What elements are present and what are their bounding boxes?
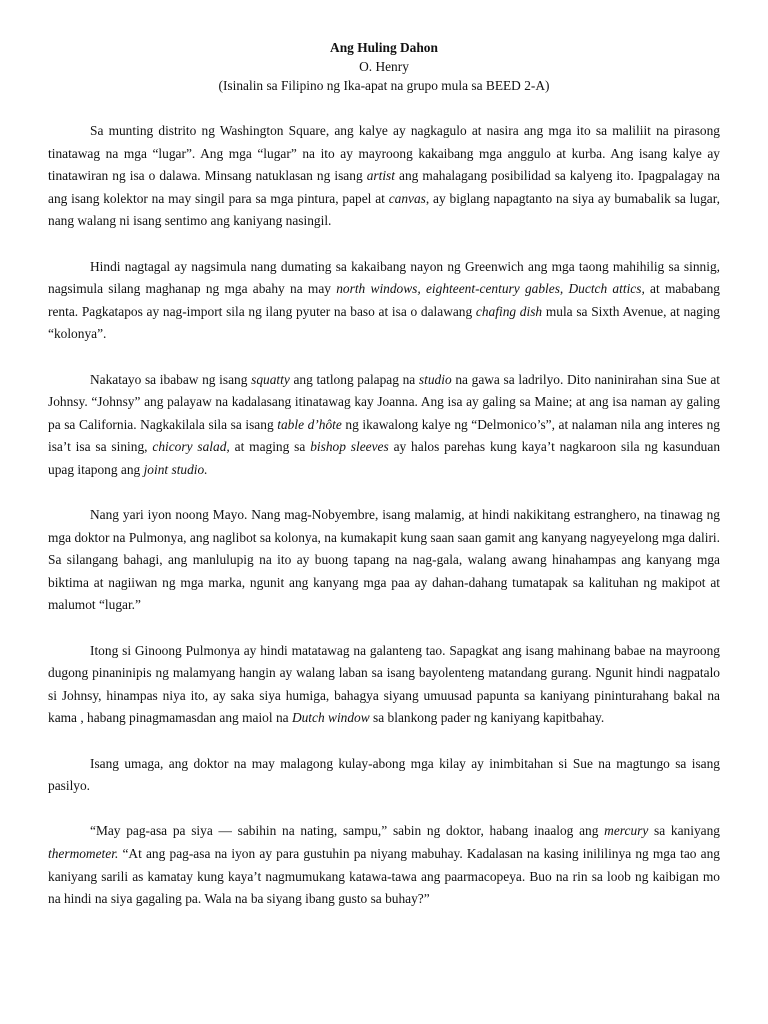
italic-text: mercury [604, 823, 649, 839]
text-run: na gawa sa ladrilyo. Dito naninirahan sina Sue at Johnsy. “Johnsy” ang palayaw na kadalasang itinatawag kay Joanna. Ang isa ay galing sa Maine; at ang isa naman ay galing pa sa California. Nagkakilala sila sa isang [48, 371, 720, 432]
story-paragraph [48, 820, 720, 910]
story-author: O. Henry [359, 59, 409, 74]
text-run: “May pag-asa pa siya — sabihin na nating, sampu,” sabin ng doktor, habang inaalog ang [90, 823, 605, 839]
story-paragraph [48, 256, 720, 346]
text-run: Sa munting distrito ng Washington Square, ang kalye ay nagkagulo at nasira ang mga ito sa maliliit na pirasong tinatawag na mga “lugar”. Ang mga “lugar” na ito ay mayroong kakaibang mga anggulo at kurba. Ang isang kalye ay tinatawiran ng isa o dalawa. Minsang natuklasan ng isang [48, 123, 720, 184]
text-run: “At ang pag-asa na iyon ay para gustuhin pa niyang mabuhay. Kadalasan na kasing inililinya ng mga tao ang kaniyang sarili as kamatay kung kaya’t nagmumukang katawa-tawa ang paarmacopeya. Buo na rin sa loob ng kaibigan mo na hindi na siya gagaling pa. Wala na ba siyang ibang gusto sa buhay?” [48, 846, 720, 907]
translation-note: (Isinalin sa Filipino ng Ika-apat na grupo mula sa BEED 2-A) [218, 78, 550, 93]
text-run: at maging sa [229, 439, 311, 455]
story-paragraph [48, 640, 720, 730]
text-run: Nang yari iyon noong Mayo. Nang mag-Nobyembre, isang malamig, at hindi nakikitang estranghero, na tinawag ng mga doktor na Pulmonya, ang naglibot sa kolonya, na kumakapit kung saan saan gamit ang kanyang nagyeyelong mga daliri. Sa silangang bahagi, ang manlulupig na ito ay buong tapang na nag-gala, walang awang hinahampas ang kanyang mga biktima at nagiiwan ng mga marka, ngunit ang kanyang mga paa ay dahan-dahang tumatapak sa kalituhan ng makipot at malumot “lugar.” [48, 507, 720, 613]
italic-text: Dutch window [291, 710, 370, 726]
italic-text: thermometer. [48, 846, 119, 861]
text-run: ang tatlong palapag na [289, 371, 419, 387]
text-run: ng ikawalong kalye ng “Delmonico’s”, at nalaman nila ang interes ng isa’t isa sa sining, [48, 416, 720, 455]
story-title: Ang Huling Dahon [330, 40, 438, 55]
text-run: sa kaniyang [648, 823, 720, 839]
story-paragraph [48, 753, 720, 798]
text-run: Itong si Ginoong Pulmonya ay hindi matatawag na galanteng tao. Sapagkat ang isang mahinang babae na mayroong dugong pinaninipis ng malamyang hangin ay walang laban sa isang bayolenteng matandang gurang. Ngunit hindi nagpatalo si Johnsy, hinampas niya ito, ay saka siya humiga, bahagya siyang umuusad papunta sa kaniyang pininturahang bakal na kama , habang pinagmamasdan ang maiol na [48, 642, 720, 726]
text-run: sa blankong pader ng kaniyang kapitbahay. [369, 710, 605, 726]
story-paragraph [48, 504, 720, 617]
italic-text: squatty [251, 371, 290, 387]
italic-text: north windows, eighteent-century gables, Ductch attics, [336, 281, 645, 297]
document-header [48, 38, 720, 95]
italic-text: artist [366, 168, 395, 184]
text-run: Nakatayo sa ibabaw ng isang [90, 371, 252, 387]
text-run: Isang umaga, ang doktor na may malagong kulay-abong mga kilay ay inimbitahan si Sue na magtungo sa isang pasilyo. [48, 755, 720, 794]
story-paragraph [48, 369, 720, 482]
italic-text: chicory salad, [152, 439, 230, 455]
text-run: , ay biglang napagtanto na siya ay bumabalik sa lugar, nang walang ni isang sentimo ang kaniyang nasingil. [48, 190, 720, 229]
story-paragraph [48, 120, 720, 233]
italic-text: chafing dish [475, 303, 543, 319]
italic-text: table d’hôte [277, 416, 342, 432]
text-run: mula sa Sixth Avenue, at naging “kolonya”. [48, 303, 720, 342]
text-run: at mababang renta. Pagkatapos ay nag-import sila ng ilang pyuter na baso at isa o dalawang [48, 281, 721, 319]
text-run: ay halos parehas kung kaya’t nagkaroon sila ng kasunduan upag itapong ang [48, 439, 721, 477]
text-run: Hindi nagtagal ay nagsimula nang dumating sa kakaibang nayon ng Greenwich ang mga taong mahihilig sa sinnig, nagsimula silang maghanap ng mga abahy na may [48, 258, 720, 297]
italic-text: joint studio. [143, 461, 208, 477]
story-body [48, 120, 720, 911]
italic-text: bishop sleeves [310, 439, 389, 455]
italic-text: canvas [388, 190, 426, 206]
text-run: ang mahalagang posibilidad sa kalyeng ito. Ipagpalagay na ang isang kolektor na may singil para sa mga pintura, papel at [48, 168, 720, 206]
italic-text: studio [418, 371, 452, 387]
